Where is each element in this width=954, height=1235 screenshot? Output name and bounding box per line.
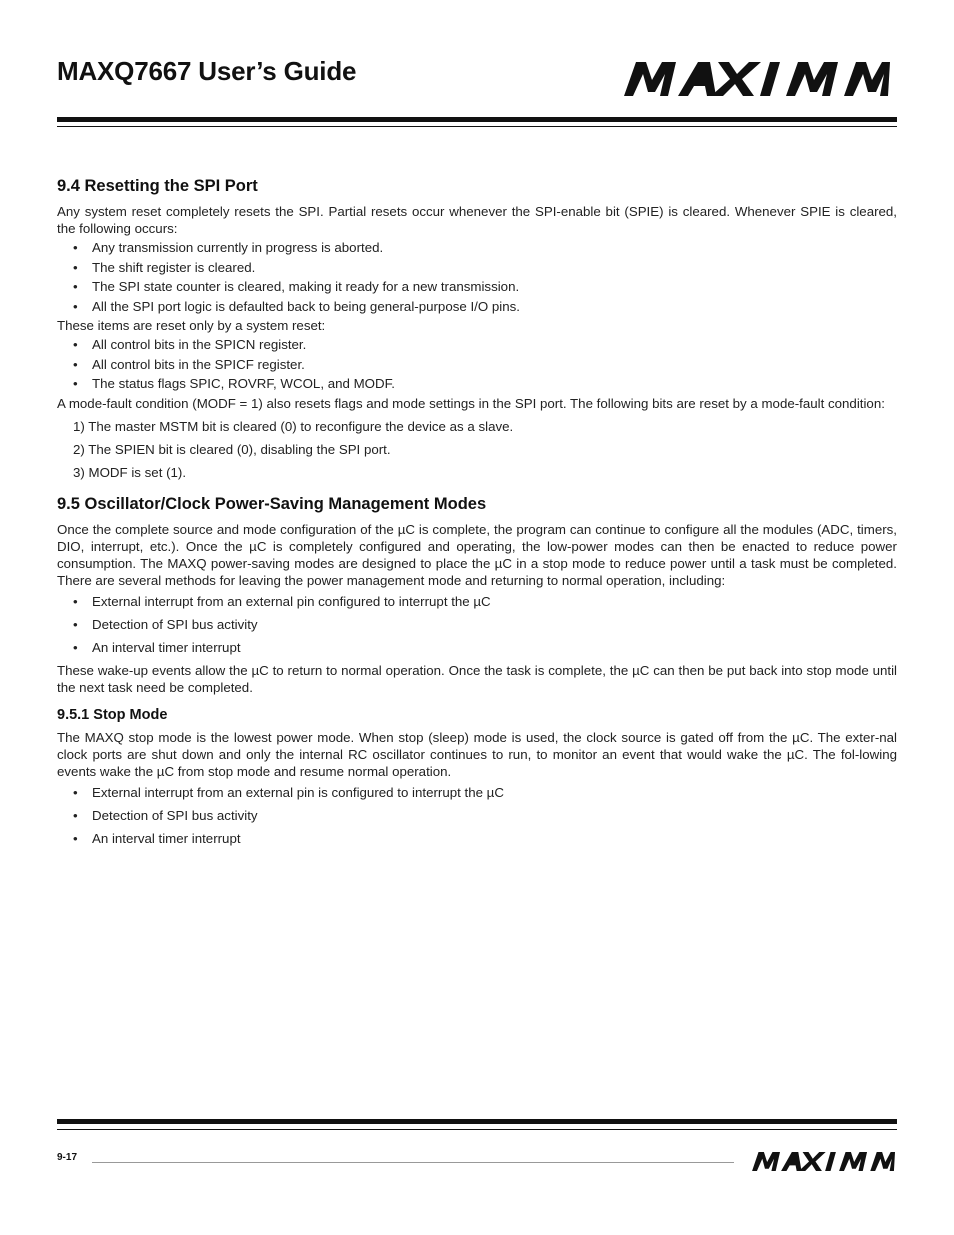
paragraph: These wake-up events allow the µC to return to normal operation. Once the task is complete, the µC can then be put back into stop mode until the next task need be completed. [57, 662, 897, 695]
paragraph: These items are reset only by a system reset: [57, 318, 326, 333]
header-rule-thin [57, 126, 897, 127]
bullet-list [57, 593, 897, 656]
list-item: • All control bits in the SPICN register. [57, 336, 897, 353]
list-item: • Detection of SPI bus activity [57, 616, 897, 633]
list-item: 1) The master MSTM bit is cleared (0) to reconfigure the device as a slave. [73, 418, 514, 434]
numbered-list [57, 418, 897, 481]
list-item: • The SPI state counter is cleared, making it ready for a new transmission. [57, 278, 897, 295]
paragraph: Once the complete source and mode configuration of the µC is complete, the program can continue to configure all the modules (ADC, timers, DIO, interrupt, etc.). Once the µC is completely configured and operating, the low-power modes can then be enacted to reduce power consumption. The MAXQ power-saving modes are designed to place the µC in a stop mode to reduce power until a task must be completed. There are several methods for leaving the power management mode and returning to normal operation, including: [57, 521, 897, 588]
paragraph: The MAXQ stop mode is the lowest power mode. When stop (sleep) mode is used, the clock source is gated off from the µC. The exter-nal clock ports are shut down and only the internal RC oscillator continues to run, to monitor an event that would wake the µC. The fol-lowing events wake the µC from stop mode and resume normal operation. [57, 729, 897, 779]
maxim-logo-footer [751, 1152, 895, 1171]
list-item: • Detection of SPI bus activity [57, 807, 897, 824]
bullet-list [57, 239, 897, 315]
list-item: • An interval timer interrupt [57, 639, 897, 656]
maxim-logo [622, 62, 890, 96]
list-item: • Any transmission currently in progress is aborted. [57, 239, 897, 256]
section-heading-9-5-1: 9.5.1 Stop Mode [57, 706, 168, 723]
list-item: 2) The SPIEN bit is cleared (0), disabling the SPI port. [73, 441, 391, 457]
section-heading-9-5: 9.5 Oscillator/Clock Power-Saving Management Modes [57, 494, 487, 513]
page-number: 9-17 [57, 1152, 78, 1163]
list-item: 3) MODF is set (1). [73, 464, 187, 480]
bullet-list [57, 336, 897, 392]
list-item: • An interval timer interrupt [57, 830, 897, 847]
section-heading-9-4: 9.4 Resetting the SPI Port [57, 177, 258, 195]
bullet-list [57, 784, 897, 847]
paragraph: A mode-fault condition (MODF = 1) also resets flags and mode settings in the SPI port. The following bits are reset by a mode-fault condition: [57, 395, 885, 411]
list-item: • The status flags SPIC, ROVRF, WCOL, and MODF. [57, 375, 897, 392]
footer-rule-thin [57, 1129, 897, 1130]
list-item: • All control bits in the SPICF register. [57, 356, 897, 373]
page-title: MAXQ7667 User’s Guide [57, 56, 357, 86]
list-item: • The shift register is cleared. [57, 259, 897, 276]
footer-divider [92, 1162, 734, 1163]
paragraph: Any system reset completely resets the SPI. Partial resets occur whenever the SPI-enable bit (SPIE) is cleared. Whenever SPIE is cleared, the following occurs: [57, 204, 897, 236]
footer-rule-thick [57, 1119, 897, 1124]
document-body [57, 176, 897, 853]
list-item: • External interrupt from an external pin configured to interrupt the µC [57, 593, 897, 610]
list-item: • External interrupt from an external pin is configured to interrupt the µC [57, 784, 897, 801]
header-rule-thick [57, 117, 897, 122]
list-item: • All the SPI port logic is defaulted back to being general-purpose I/O pins. [57, 298, 897, 315]
